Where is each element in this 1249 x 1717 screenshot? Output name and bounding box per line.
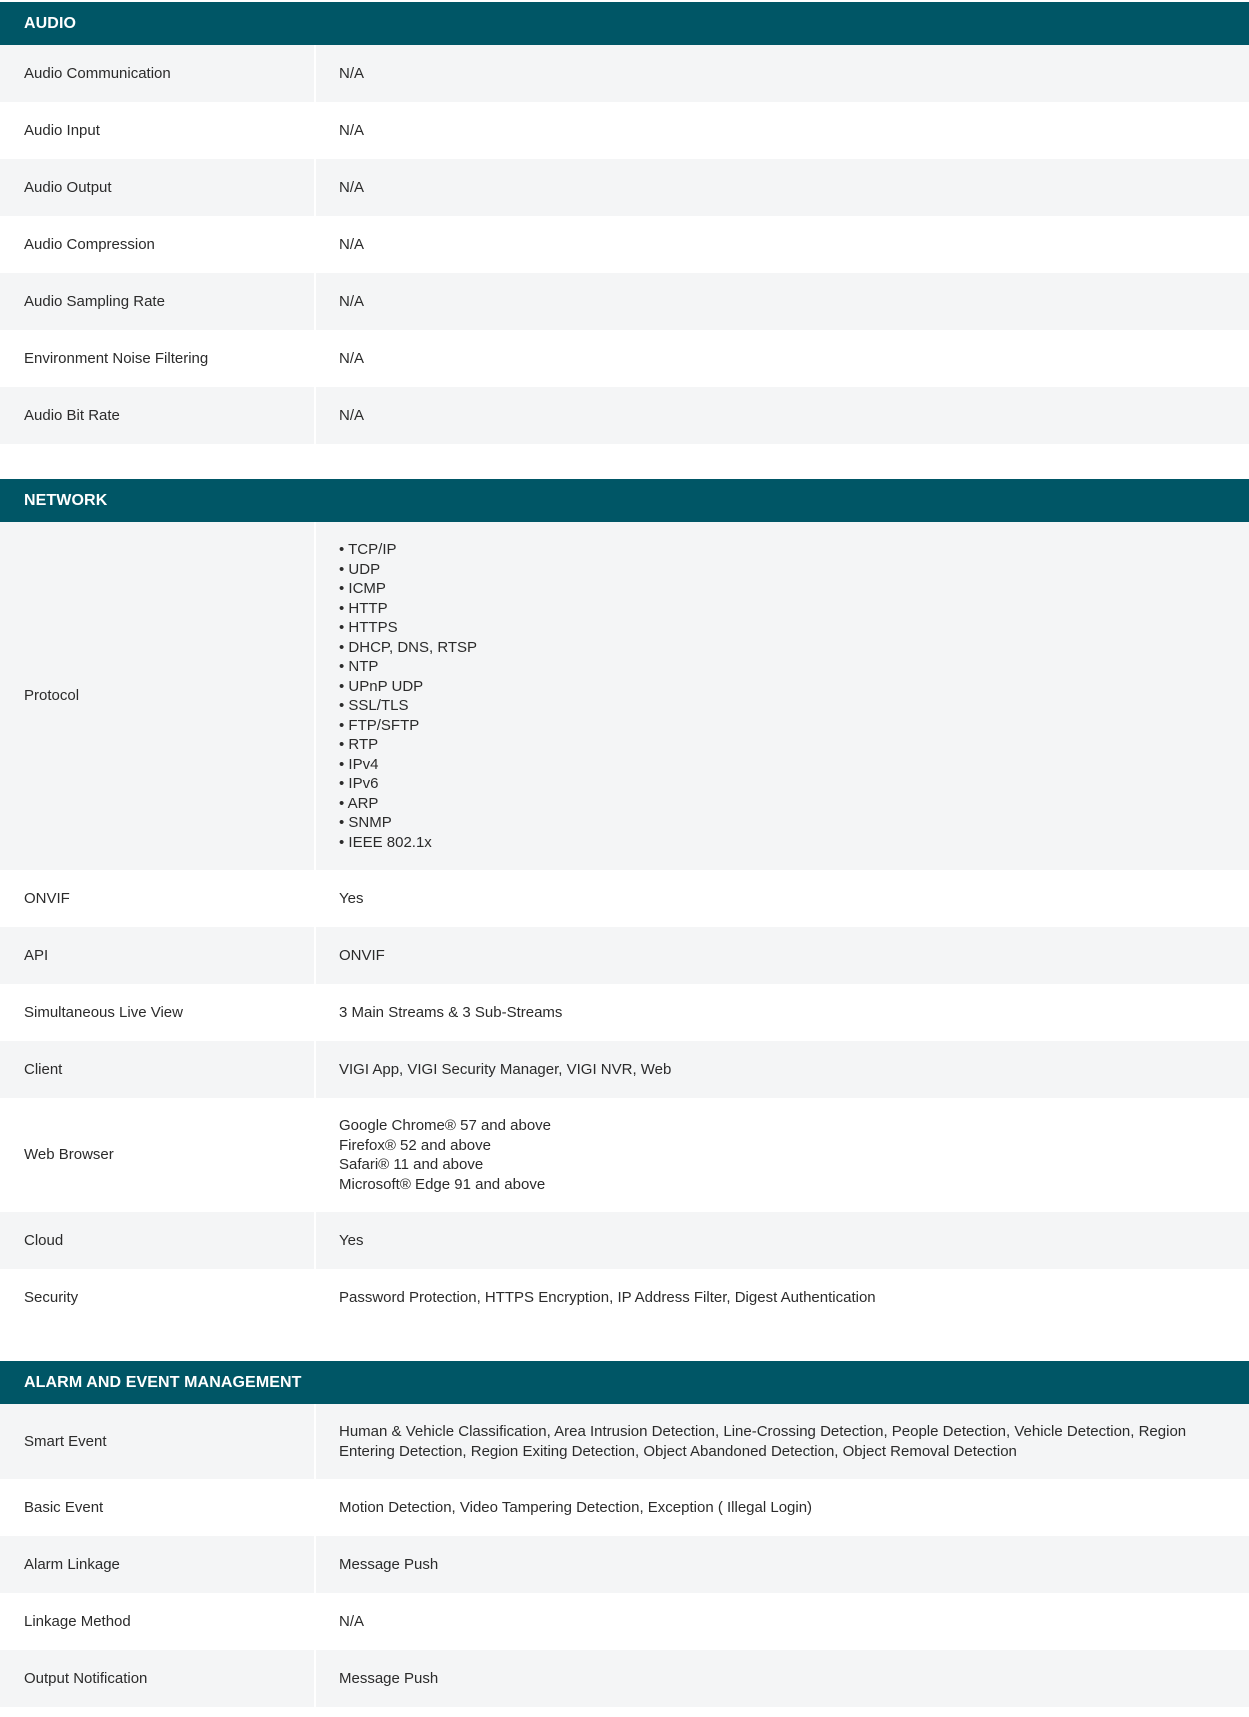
spec-section-network — [0, 479, 1249, 1326]
spec-label: Smart Event — [0, 1404, 316, 1479]
spec-row — [0, 1212, 1249, 1269]
spec-value-line: N/A — [339, 64, 365, 82]
spec-value-line: Safari® 11 and above — [339, 1156, 484, 1173]
spec-row — [0, 870, 1249, 927]
spec-row — [0, 927, 1249, 984]
spec-label: Audio Output — [0, 159, 316, 216]
spec-value — [316, 522, 1249, 870]
spec-value — [316, 159, 1249, 216]
spec-value-line: • HTTP — [339, 599, 388, 617]
spec-value-line: VIGI App, VIGI Security Manager, VIGI NVR, Web — [339, 1060, 672, 1078]
spec-table — [0, 1404, 1249, 1707]
spec-label: ONVIF — [0, 870, 316, 927]
spec-value — [316, 927, 1249, 984]
spec-row — [0, 522, 1249, 870]
spec-value — [316, 1098, 1249, 1212]
section-header: AUDIO — [0, 2, 1249, 45]
spec-value-line: N/A — [339, 235, 365, 253]
spec-row — [0, 1269, 1249, 1326]
spec-label: Basic Event — [0, 1479, 316, 1536]
spec-value — [316, 1269, 1249, 1326]
spec-value — [316, 1536, 1249, 1593]
spec-value-line: • ICMP — [339, 580, 386, 597]
spec-label: Audio Input — [0, 102, 316, 159]
spec-value — [316, 1593, 1249, 1650]
section-header: NETWORK — [0, 479, 1249, 522]
spec-value — [316, 273, 1249, 330]
spec-value — [316, 387, 1249, 444]
spec-value-line: Password Protection, HTTPS Encryption, IP Address Filter, Digest Authentication — [339, 1288, 876, 1306]
spec-value-line: N/A — [339, 349, 365, 367]
spec-label: Alarm Linkage — [0, 1536, 316, 1593]
spec-value-line: Firefox® 52 and above — [339, 1136, 491, 1154]
spec-label: Audio Compression — [0, 216, 316, 273]
spec-label: Cloud — [0, 1212, 316, 1269]
spec-row — [0, 45, 1249, 102]
spec-row — [0, 273, 1249, 330]
spec-section-audio — [0, 2, 1249, 444]
spec-value-line: • IEEE 802.1x — [339, 833, 432, 851]
spec-value-line: Yes — [339, 889, 364, 907]
spec-table — [0, 45, 1249, 444]
spec-value — [316, 45, 1249, 102]
spec-row — [0, 216, 1249, 273]
spec-value-line: N/A — [339, 406, 365, 424]
spec-value-line: Human & Vehicle Classification, Area Intrusion Detection, Line-Crossing Detection, People Detection, Vehicle Detection, Region Entering Detection, Region Exiting Detection, Object Abandoned Detection, Object Removal Detection — [339, 1423, 1187, 1460]
spec-value-line: • IPv4 — [339, 755, 379, 773]
spec-value-line: • FTP/SFTP — [339, 716, 420, 734]
spec-label: Output Notification — [0, 1650, 316, 1707]
spec-value-line: N/A — [339, 121, 365, 139]
spec-row — [0, 1650, 1249, 1707]
spec-value-line: • RTP — [339, 736, 379, 753]
spec-row — [0, 984, 1249, 1041]
spec-label: Audio Communication — [0, 45, 316, 102]
spec-value-line: • NTP — [339, 658, 379, 675]
spec-label: Environment Noise Filtering — [0, 330, 316, 387]
spec-value-line: N/A — [339, 178, 365, 196]
spec-value-line: Yes — [339, 1231, 364, 1249]
spec-value-line: • UDP — [339, 560, 381, 578]
spec-value — [316, 1041, 1249, 1098]
spec-row — [0, 159, 1249, 216]
spec-value-line: • DHCP, DNS, RTSP — [339, 638, 478, 656]
spec-value-line: • SSL/TLS — [339, 697, 409, 714]
spec-label: Audio Bit Rate — [0, 387, 316, 444]
spec-value-line: • TCP/IP — [339, 541, 397, 558]
spec-value-line: ONVIF — [339, 946, 385, 964]
spec-row — [0, 330, 1249, 387]
spec-label: Security — [0, 1269, 316, 1326]
spec-value-line: • HTTPS — [339, 619, 398, 636]
spec-label: Client — [0, 1041, 316, 1098]
spec-value — [316, 984, 1249, 1041]
spec-value-line: N/A — [339, 292, 365, 310]
spec-value-line: Message Push — [339, 1669, 439, 1687]
spec-value-line: • IPv6 — [339, 775, 379, 792]
spec-row — [0, 1041, 1249, 1098]
spec-row — [0, 1593, 1249, 1650]
spec-value — [316, 1404, 1249, 1479]
spec-table — [0, 522, 1249, 1326]
spec-value-line: Motion Detection, Video Tampering Detection, Exception ( Illegal Login) — [339, 1498, 813, 1516]
spec-value — [316, 1212, 1249, 1269]
spec-row — [0, 102, 1249, 159]
spec-value — [316, 1650, 1249, 1707]
spec-label: Web Browser — [0, 1098, 316, 1212]
spec-label: Linkage Method — [0, 1593, 316, 1650]
spec-row — [0, 1098, 1249, 1212]
spec-value-line: Google Chrome® 57 and above — [339, 1117, 552, 1134]
spec-value-line: • SNMP — [339, 814, 392, 831]
spec-label: Protocol — [0, 522, 316, 870]
spec-value-line: Microsoft® Edge 91 and above — [339, 1175, 546, 1193]
spec-value — [316, 330, 1249, 387]
spec-value-line: 3 Main Streams & 3 Sub-Streams — [339, 1003, 563, 1021]
spec-value — [316, 1479, 1249, 1536]
spec-row — [0, 1404, 1249, 1479]
spec-section-alarm-and-event-management — [0, 1361, 1249, 1707]
spec-label: Audio Sampling Rate — [0, 273, 316, 330]
spec-value — [316, 216, 1249, 273]
spec-row — [0, 387, 1249, 444]
spec-value-line: • ARP — [339, 794, 379, 812]
section-header: ALARM AND EVENT MANAGEMENT — [0, 1361, 1249, 1404]
spec-value-line: N/A — [339, 1612, 365, 1630]
spec-value — [316, 102, 1249, 159]
spec-value-line: Message Push — [339, 1555, 439, 1573]
spec-label: Simultaneous Live View — [0, 984, 316, 1041]
spec-row — [0, 1536, 1249, 1593]
spec-value — [316, 870, 1249, 927]
spec-label: API — [0, 927, 316, 984]
spec-value-line: • UPnP UDP — [339, 677, 424, 695]
spec-row — [0, 1479, 1249, 1536]
